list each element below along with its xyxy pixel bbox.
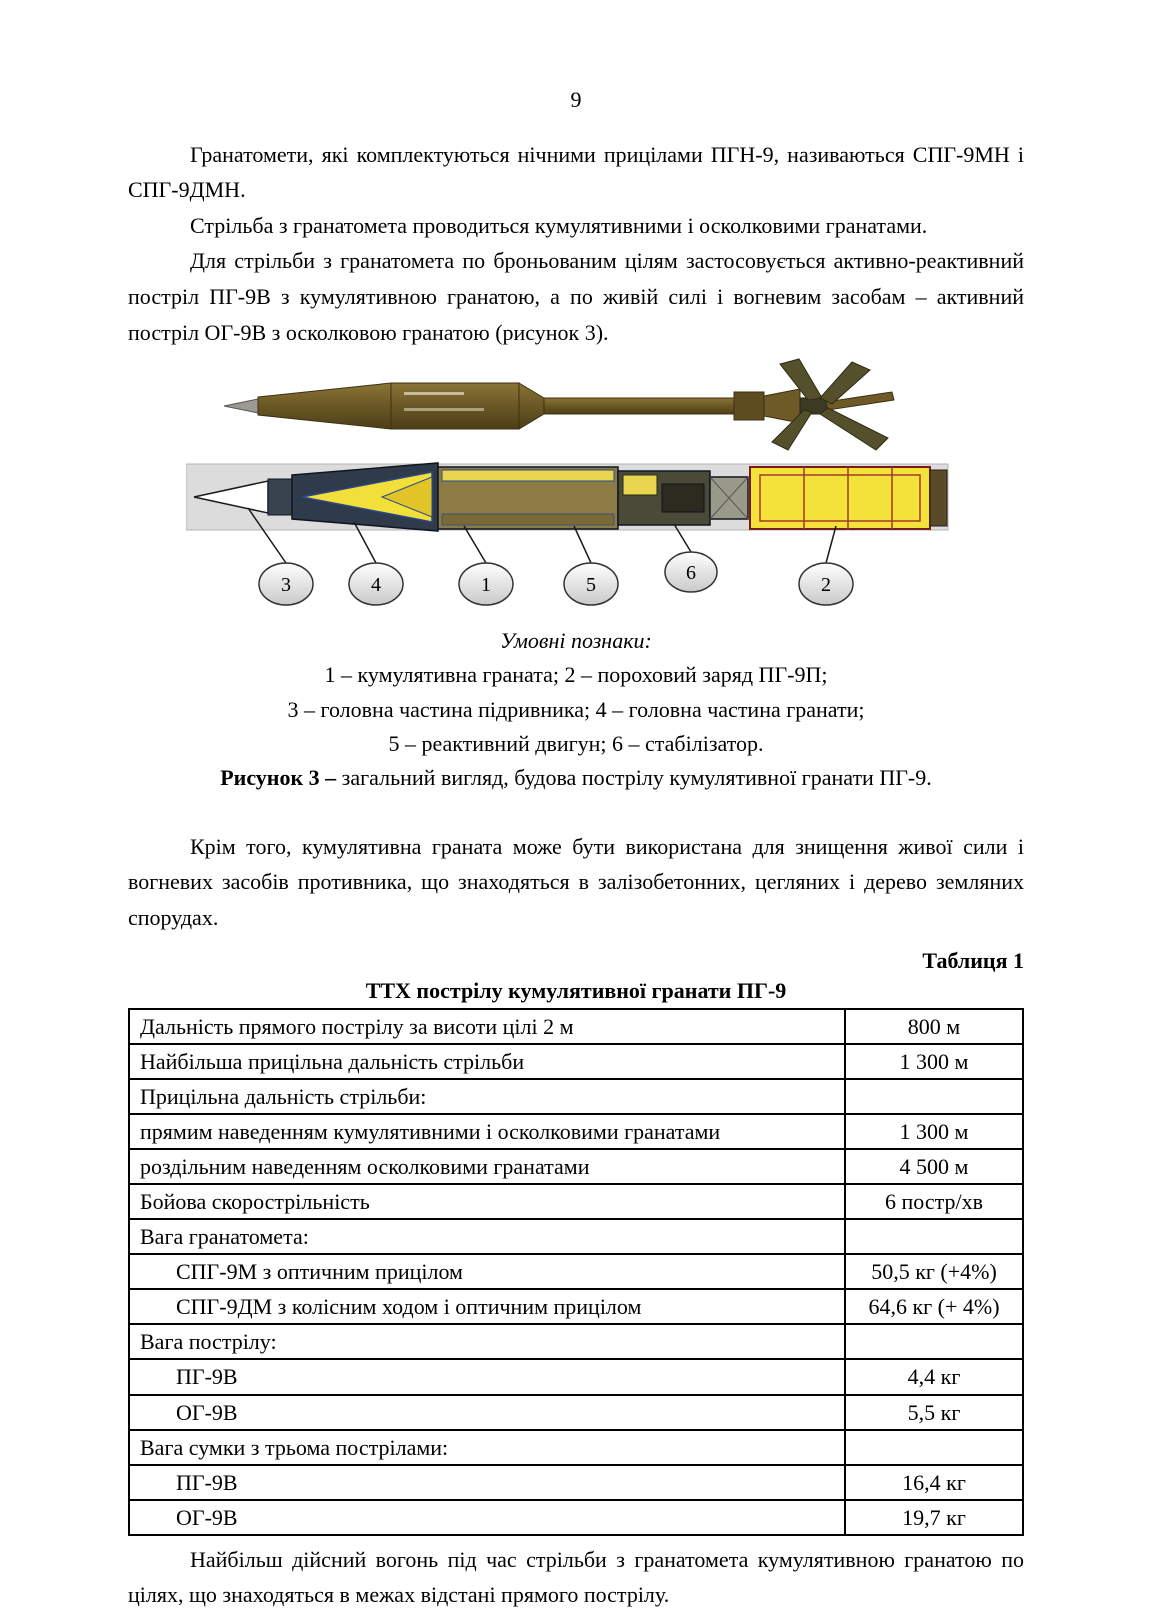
row-value xyxy=(845,1219,1023,1254)
figure-grenade-diagram xyxy=(128,356,1024,620)
paragraph-4: Крім того, кумулятивна граната може бути використана для знищення живої сили і вогневих засобів противника, що знаходяться в залізобетонних, цегляних і дерево земляних спорудах. xyxy=(128,833,1024,931)
callout-1-label: 1 xyxy=(481,574,491,597)
row-label: Прицільна дальність стрільби: xyxy=(129,1079,845,1114)
row-value: 800 м xyxy=(845,1009,1023,1044)
table-row xyxy=(129,1149,1023,1184)
row-value: 6 постр/хв xyxy=(845,1184,1023,1219)
row-value: 5,5 кг xyxy=(845,1395,1023,1430)
callout-4 xyxy=(349,563,403,605)
row-label: ОГ-9В xyxy=(129,1395,845,1430)
table-row xyxy=(129,1359,1023,1394)
row-value: 1 300 м xyxy=(845,1044,1023,1079)
row-label: роздільним наведенням осколковими гранатами xyxy=(129,1149,845,1184)
row-label: Вага пострілу: xyxy=(129,1324,845,1359)
row-value: 4 500 м xyxy=(845,1149,1023,1184)
row-value: 50,5 кг (+4%) xyxy=(845,1254,1023,1289)
callout-2-label: 2 xyxy=(821,574,831,597)
table-row xyxy=(129,1465,1023,1500)
table-row xyxy=(129,1009,1023,1044)
page-number: 9 xyxy=(570,87,582,112)
table-row xyxy=(129,1114,1023,1149)
row-value: 19,7 кг xyxy=(845,1500,1023,1535)
row-value: 1 300 м xyxy=(845,1114,1023,1149)
table-row xyxy=(129,1184,1023,1219)
callout-2 xyxy=(799,563,853,605)
row-value: 64,6 кг (+ 4%) xyxy=(845,1289,1023,1324)
paragraph-1: Гранатомети, які комплектуються нічними прицілами ПГН-9, називаються СПГ-9МН і СПГ-9ДМН. xyxy=(128,141,1024,203)
table-row xyxy=(129,1219,1023,1254)
cutaway-view xyxy=(186,463,948,531)
row-value xyxy=(845,1324,1023,1359)
callout-6-label: 6 xyxy=(686,562,696,585)
callout-6 xyxy=(665,552,717,592)
table-row xyxy=(129,1324,1023,1359)
row-label: Дальність прямого пострілу за висоти цілі 2 м xyxy=(129,1009,845,1044)
row-label: ПГ-9В xyxy=(129,1465,845,1500)
callout-3 xyxy=(259,563,313,605)
table-row xyxy=(129,1395,1023,1430)
row-value xyxy=(845,1430,1023,1465)
grenade-illustration xyxy=(186,356,966,614)
row-label: прямим наведенням кумулятивними і осколковими гранатами xyxy=(129,1114,845,1149)
callout-3-label: 3 xyxy=(281,574,291,597)
assembled-round xyxy=(224,359,894,450)
table-row xyxy=(129,1254,1023,1289)
table-label: Таблиця 1 xyxy=(922,947,1024,973)
table-row xyxy=(129,1079,1023,1114)
callout-4-label: 4 xyxy=(371,574,381,597)
row-label: Бойова скорострільність xyxy=(129,1184,845,1219)
row-label: Найбільша прицільна дальність стрільби xyxy=(129,1044,845,1079)
table-row xyxy=(129,1500,1023,1535)
table-row xyxy=(129,1044,1023,1079)
callout-bubbles xyxy=(259,552,853,605)
row-label: СПГ-9ДМ з колісним ходом і оптичним прицілом xyxy=(129,1289,845,1324)
table-row xyxy=(129,1430,1023,1465)
legend-line-2: 3 – головна частина підривника; 4 – головна частина гранати; xyxy=(287,696,865,722)
paragraph-5: Найбільш дійсний вогонь під час стрільби з гранатомета кумулятивною гранатою по цілях, що знаходяться в межах відстані прямого пострілу. xyxy=(128,1546,1024,1608)
row-label: ОГ-9В xyxy=(129,1500,845,1535)
legend-line-3: 5 – реактивний двигун; 6 – стабілізатор. xyxy=(388,730,764,756)
paragraph-2: Стрільба з гранатомета проводиться кумулятивними і осколковими гранатами. xyxy=(190,212,928,238)
row-value xyxy=(845,1079,1023,1114)
row-value: 4,4 кг xyxy=(845,1359,1023,1394)
row-label: СПГ-9М з оптичним прицілом xyxy=(129,1254,845,1289)
row-label: ПГ-9В xyxy=(129,1359,845,1394)
legend-title: Умовні познаки: xyxy=(500,628,652,654)
table-title: ТТХ пострілу кумулятивної гранати ПГ-9 xyxy=(365,978,787,1004)
paragraph-3: Для стрільби з гранатомета по броньованим цілям застосовується активно-реактивний постріл ПГ-9В з кумулятивною гранатою, а по живій силі і вогневим засобам – активний постріл ОГ-9В з осколковою гранатою (рисунок 3). xyxy=(128,248,1024,345)
callout-5 xyxy=(564,563,618,605)
callout-1 xyxy=(459,563,513,605)
table-row xyxy=(129,1289,1023,1324)
callout-5-label: 5 xyxy=(586,574,596,597)
figure-caption-number: Рисунок 3 – xyxy=(220,764,337,790)
legend-line-1: 1 – кумулятивна граната; 2 – пороховий заряд ПГ-9П; xyxy=(324,662,828,688)
row-label: Вага гранатомета: xyxy=(129,1219,845,1254)
figure-caption xyxy=(128,761,1024,795)
specs-table xyxy=(128,1008,1024,1535)
figure-caption-text: загальний вигляд, будова пострілу кумулятивної гранати ПГ-9. xyxy=(336,764,932,790)
row-value: 16,4 кг xyxy=(845,1465,1023,1500)
row-label: Вага сумки з трьома пострілами: xyxy=(129,1430,845,1465)
